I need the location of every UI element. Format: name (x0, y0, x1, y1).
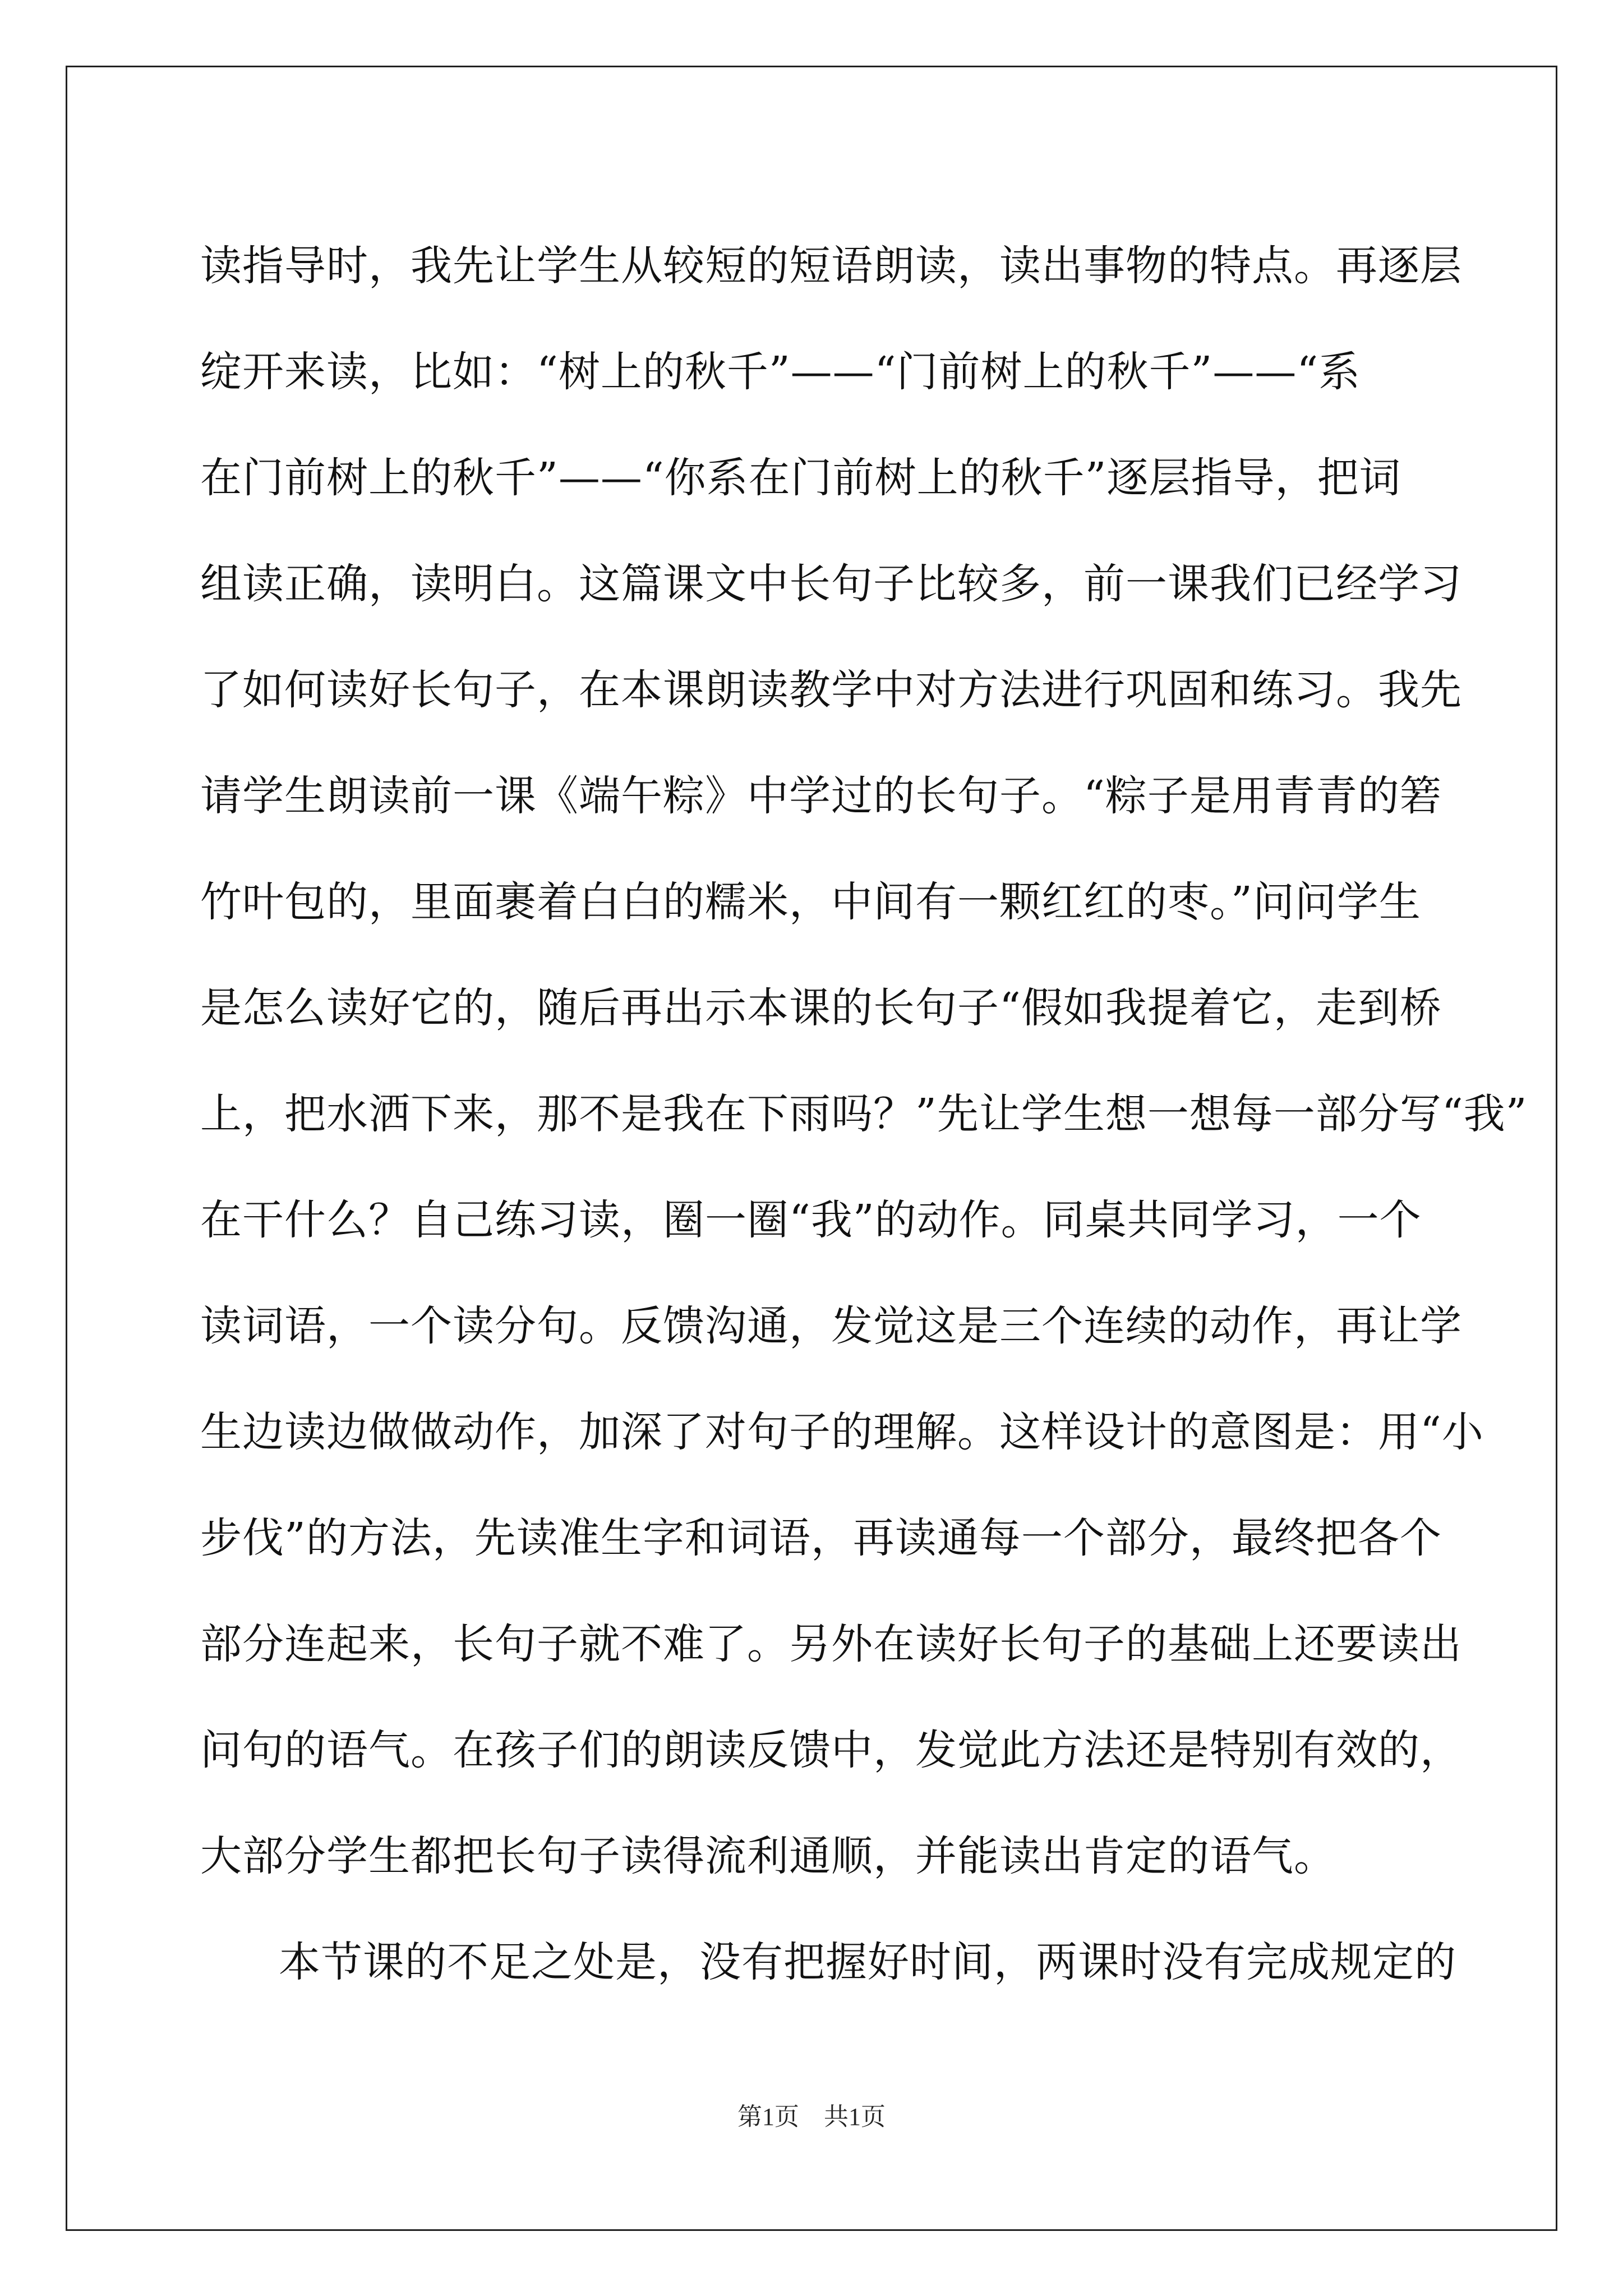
text-line: 上，把水洒下来，那不是我在下雨吗？”先让学生想一想每一部分写“我” (200, 1090, 1528, 1138)
text-line: 生边读边做做动作，加深了对句子的理解。这样设计的意图是：用“小 (200, 1408, 1484, 1456)
text-line: 绽开来读，比如：“树上的秋千”——“门前树上的秋千”——“系 (200, 348, 1361, 396)
page-number-footer: 第1页 共1页 (737, 2103, 886, 2131)
text-line: 请学生朗读前一课《端午粽》中学过的长句子。“粽子是用青青的箬 (200, 772, 1442, 820)
text-line: 问句的语气。在孩子们的朗读反馈中，发觉此方法还是特别有效的， (200, 1726, 1462, 1774)
text-line: 读指导时，我先让学生从较短的短语朗读，读出事物的特点。再逐层 (200, 242, 1462, 290)
text-line: 在门前树上的秋千”——“你系在门前树上的秋千”逐层指导，把词 (200, 454, 1401, 502)
text-line: 部分连起来，长句子就不难了。另外在读好长句子的基础上还要读出 (200, 1620, 1462, 1668)
text-line: 步伐”的方法，先读准生字和词语，再读通每一个部分，最终把各个 (200, 1514, 1442, 1562)
text-line: 是怎么读好它的，随后再出示本课的长句子“假如我提着它，走到桥 (200, 984, 1442, 1032)
text-line: 了如何读好长句子，在本课朗读教学中对方法进行巩固和练习。我先 (200, 666, 1462, 714)
text-line: 读词语，一个读分句。反馈沟通，发觉这是三个连续的动作，再让学 (200, 1302, 1462, 1350)
text-line: 在干什么？自己练习读，圈一圈“我”的动作。同桌共同学习，一个 (200, 1196, 1422, 1244)
text-line: 大部分学生都把长句子读得流利通顺，并能读出肯定的语气。 (200, 1832, 1336, 1880)
text-line: 竹叶包的，里面裹着白白的糯米，中间有一颗红红的枣。”问问学生 (200, 878, 1421, 926)
text-line: 组读正确，读明白。这篇课文中长句子比较多，前一课我们已经学习 (200, 560, 1462, 608)
document-body (200, 213, 1528, 2016)
paragraph-start-line: 本节课的不足之处是，没有把握好时间，两课时没有完成规定的 (279, 1938, 1456, 1986)
